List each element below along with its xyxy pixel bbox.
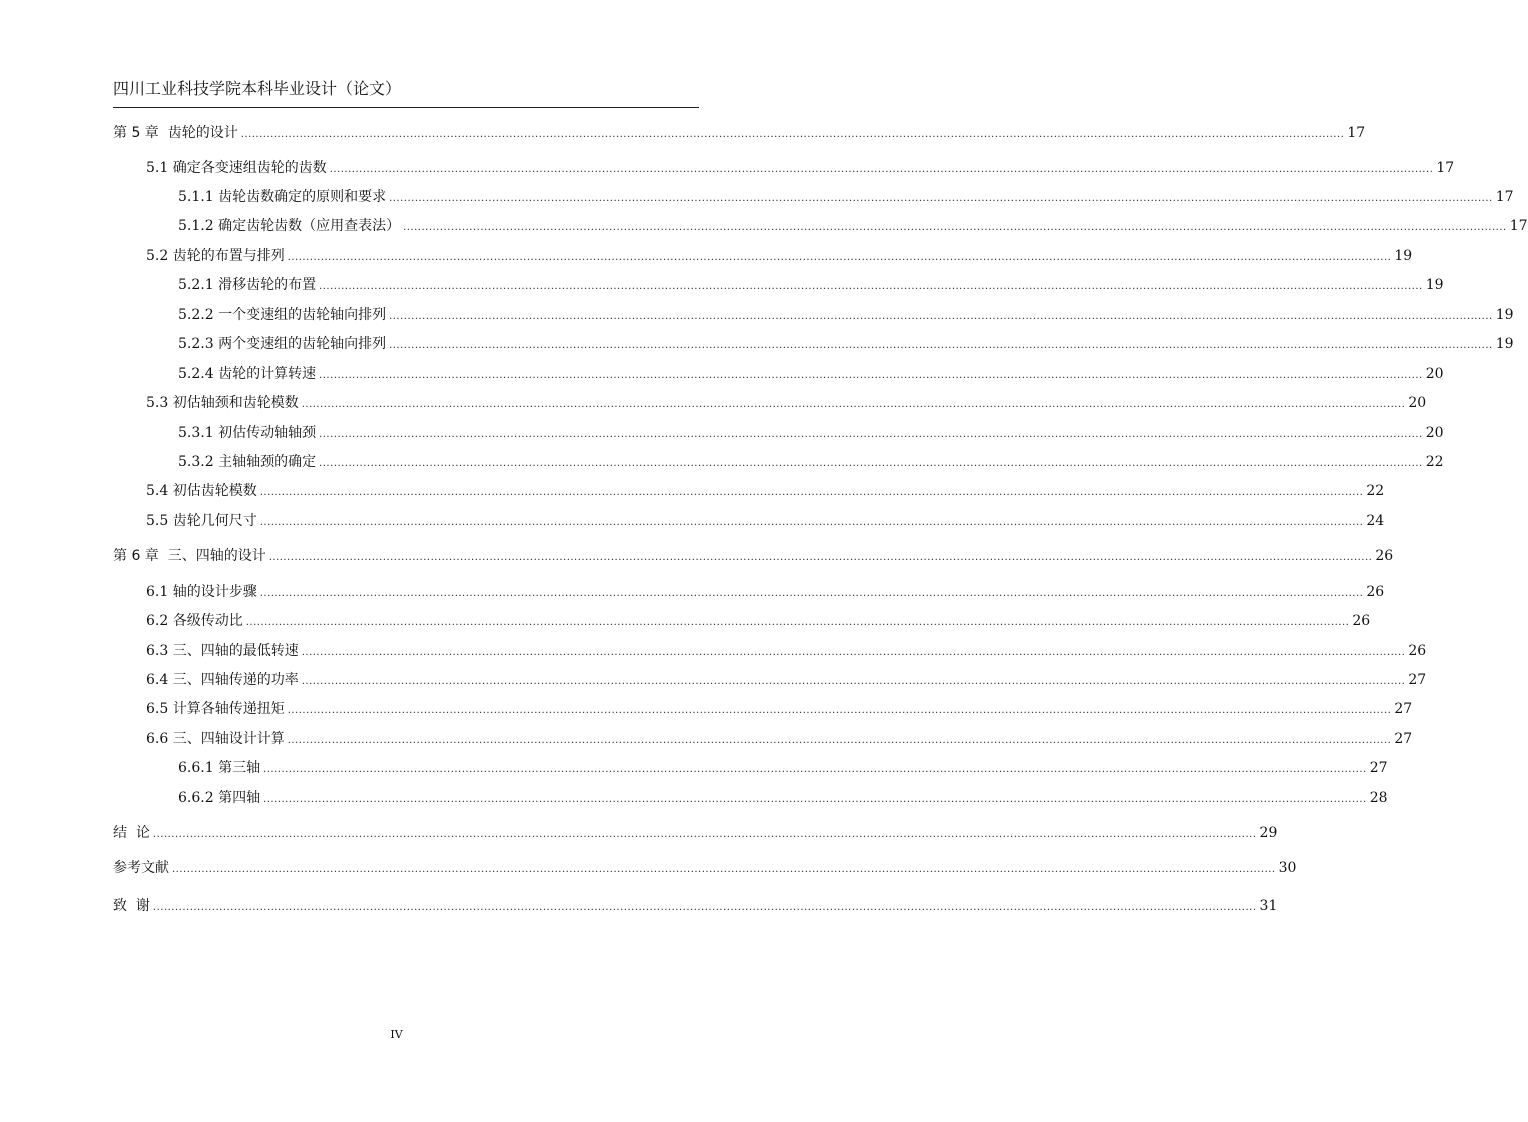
toc-leader-dots: ............................................................................................................................................................................................................................................................................................................ (319, 429, 1423, 440)
toc-leader-dots: ............................................................................................................................................................................................................................................................................................................ (259, 517, 1364, 528)
toc-entry[interactable] (178, 335, 1514, 355)
toc-leader-dots: ............................................................................................................................................................................................................................................................................................................ (263, 794, 1367, 805)
toc-entry-title: 参考文献 (113, 860, 169, 876)
toc-entry[interactable] (113, 824, 1278, 844)
toc-entry[interactable] (146, 583, 1385, 603)
toc-entry-title: 6.4 三、四轴传递的功率 (146, 672, 299, 688)
toc-entry-page: 17 (1436, 160, 1455, 176)
page-header-title: 四川工业科技学院本科毕业设计（论文） (113, 79, 402, 98)
toc-entry-page: 31 (1259, 898, 1278, 914)
toc-entry[interactable] (178, 217, 1528, 237)
toc-entry-title: 6.6.1 第三轴 (178, 760, 261, 776)
toc-entry-page: 20 (1408, 395, 1427, 411)
toc-entry[interactable] (146, 394, 1427, 414)
toc-entry-title: 5.3 初估轴颈和齿轮模数 (146, 395, 299, 411)
toc-entry-page: 26 (1375, 548, 1394, 564)
toc-entry-page: 28 (1369, 790, 1388, 806)
toc-entry-title: 5.2.4 齿轮的计算转速 (178, 366, 317, 382)
toc-entry[interactable] (178, 365, 1444, 385)
toc-entry-title: 5.2.3 两个变速组的齿轮轴向排列 (178, 336, 387, 352)
toc-entry[interactable] (146, 247, 1413, 267)
header-divider (113, 107, 699, 108)
toc-entry[interactable] (113, 547, 1394, 567)
toc-entry-page: 17 (1347, 125, 1366, 141)
page-number: IV (390, 1028, 403, 1041)
toc-entry[interactable] (178, 188, 1514, 208)
toc-entry[interactable] (178, 276, 1444, 296)
toc-entry-title: 结 论 (113, 825, 150, 841)
toc-leader-dots: ............................................................................................................................................................................................................................................................................................................ (319, 370, 1423, 381)
toc-entry-title: 第 6 章 三、四轴的设计 (113, 548, 266, 564)
toc-entry-title: 第 5 章 齿轮的设计 (113, 125, 238, 141)
toc-entry[interactable] (146, 671, 1427, 691)
toc-entry-title: 5.3.1 初估传动轴轴颈 (178, 425, 317, 441)
toc-entry[interactable] (178, 759, 1388, 779)
toc-leader-dots: ............................................................................................................................................................................................................................................................................................................ (152, 902, 1257, 913)
toc-entry-title: 6.6.2 第四轴 (178, 790, 261, 806)
toc-entry[interactable] (113, 897, 1278, 917)
toc-entry-title: 6.3 三、四轴的最低转速 (146, 643, 299, 659)
toc-entry[interactable] (146, 642, 1427, 662)
toc-leader-dots: ............................................................................................................................................................................................................................................................................................................ (152, 829, 1257, 840)
toc-leader-dots: ............................................................................................................................................................................................................................................................................................................ (287, 735, 1392, 746)
toc-entry-title: 5.2 齿轮的布置与排列 (146, 248, 285, 264)
toc-entry-title: 6.2 各级传动比 (146, 613, 243, 629)
toc-entry-page: 20 (1425, 366, 1444, 382)
toc-leader-dots: ............................................................................................................................................................................................................................................................................................................ (268, 552, 1373, 563)
toc-leader-dots: ............................................................................................................................................................................................................................................................................................................ (319, 281, 1423, 292)
toc-entry[interactable] (146, 159, 1455, 179)
toc-entry-page: 27 (1394, 701, 1413, 717)
toc-entry-title: 6.5 计算各轴传递扭矩 (146, 701, 285, 717)
toc-leader-dots: ............................................................................................................................................................................................................................................................................................................ (403, 222, 1507, 233)
toc-entry-title: 6.1 轴的设计步骤 (146, 584, 257, 600)
toc-entry[interactable] (113, 859, 1297, 879)
toc-entry-page: 17 (1495, 189, 1514, 205)
toc-leader-dots: ............................................................................................................................................................................................................................................................................................................ (259, 487, 1364, 498)
toc-leader-dots: ............................................................................................................................................................................................................................................................................................................ (240, 129, 1345, 140)
toc-entry[interactable] (146, 512, 1385, 532)
toc-entry[interactable] (146, 700, 1413, 720)
toc-entry-title: 5.1.2 确定齿轮齿数（应用查表法） (178, 218, 401, 234)
toc-entry[interactable] (146, 730, 1413, 750)
toc-entry-page: 19 (1495, 336, 1514, 352)
toc-entry[interactable] (178, 424, 1444, 444)
toc-entry-page: 26 (1366, 584, 1385, 600)
toc-entry-page: 19 (1425, 277, 1444, 293)
toc-entry[interactable] (178, 789, 1388, 809)
toc-entry-page: 24 (1366, 513, 1385, 529)
toc-leader-dots: ............................................................................................................................................................................................................................................................................................................ (263, 764, 1367, 775)
toc-leader-dots: ............................................................................................................................................................................................................................................................................................................ (259, 588, 1364, 599)
toc-entry-title: 5.4 初估齿轮模数 (146, 483, 257, 499)
toc-entry-title: 5.1.1 齿轮齿数确定的原则和要求 (178, 189, 387, 205)
toc-leader-dots: ............................................................................................................................................................................................................................................................................................................ (389, 340, 1493, 351)
toc-leader-dots: ............................................................................................................................................................................................................................................................................................................ (301, 647, 1406, 658)
toc-entry-page: 26 (1408, 643, 1427, 659)
toc-entry-page: 19 (1394, 248, 1413, 264)
toc-entry-page: 27 (1394, 731, 1413, 747)
toc-leader-dots: ............................................................................................................................................................................................................................................................................................................ (329, 164, 1434, 175)
toc-leader-dots: ............................................................................................................................................................................................................................................................................................................ (172, 864, 1276, 875)
toc-leader-dots: ............................................................................................................................................................................................................................................................................................................ (287, 705, 1392, 716)
toc-entry-page: 29 (1259, 825, 1278, 841)
toc-entry[interactable] (146, 482, 1385, 502)
toc-entry-title: 5.3.2 主轴轴颈的确定 (178, 454, 317, 470)
toc-entry-title: 6.6 三、四轴设计计算 (146, 731, 285, 747)
toc-entry[interactable] (113, 124, 1366, 144)
toc-entry-page: 26 (1352, 613, 1371, 629)
toc-leader-dots: ............................................................................................................................................................................................................................................................................................................ (389, 193, 1493, 204)
toc-entry-page: 30 (1278, 860, 1297, 876)
toc-leader-dots: ............................................................................................................................................................................................................................................................................................................ (301, 676, 1406, 687)
toc-leader-dots: ............................................................................................................................................................................................................................................................................................................ (389, 311, 1493, 322)
toc-entry-title: 致 谢 (113, 898, 150, 914)
toc-entry-page: 19 (1495, 307, 1514, 323)
toc-entry[interactable] (146, 612, 1371, 632)
toc-entry-page: 22 (1366, 483, 1385, 499)
toc-leader-dots: ............................................................................................................................................................................................................................................................................................................ (301, 399, 1406, 410)
toc-entry[interactable] (178, 453, 1444, 473)
toc-entry-page: 22 (1425, 454, 1444, 470)
toc-entry-page: 20 (1425, 425, 1444, 441)
toc-entry-page: 27 (1369, 760, 1388, 776)
toc-leader-dots: ............................................................................................................................................................................................................................................................................................................ (287, 252, 1392, 263)
toc-leader-dots: ............................................................................................................................................................................................................................................................................................................ (245, 617, 1350, 628)
toc-entry-title: 5.2.1 滑移齿轮的布置 (178, 277, 317, 293)
toc-entry-page: 17 (1509, 218, 1528, 234)
toc-leader-dots: ............................................................................................................................................................................................................................................................................................................ (319, 458, 1423, 469)
toc-entry-title: 5.2.2 一个变速组的齿轮轴向排列 (178, 307, 387, 323)
toc-entry-page: 27 (1408, 672, 1427, 688)
toc-entry[interactable] (178, 306, 1514, 326)
toc-entry-title: 5.1 确定各变速组齿轮的齿数 (146, 160, 327, 176)
toc-entry-title: 5.5 齿轮几何尺寸 (146, 513, 257, 529)
